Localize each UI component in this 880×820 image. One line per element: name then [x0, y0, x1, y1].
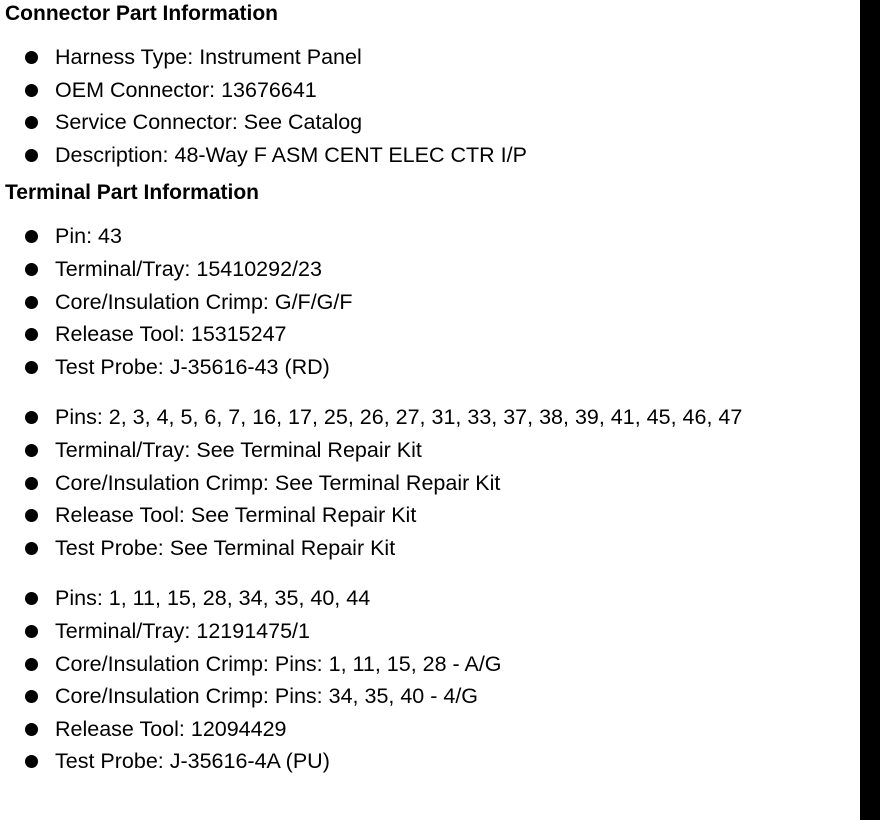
bullet-icon [25, 84, 38, 97]
document-content [5, 0, 857, 781]
bullet-icon [25, 296, 38, 309]
bullet-icon [25, 690, 38, 703]
bullet-icon [25, 51, 38, 64]
bullet-icon [25, 477, 38, 490]
bullet-icon [25, 755, 38, 768]
bullet-icon [25, 509, 38, 522]
list-item-text: Test Probe: J-35616-4A (PU) [55, 749, 330, 774]
list-item [5, 142, 857, 175]
list-item [5, 651, 857, 684]
list-item [5, 404, 857, 437]
list-item-text: Pins: 2, 3, 4, 5, 6, 7, 16, 17, 25, 26, 27, 31, 33, 37, 38, 39, 41, 45, 46, 47 [55, 405, 743, 430]
bullet-icon [25, 116, 38, 129]
list-item-text: Core/Insulation Crimp: Pins: 1, 11, 15, 28 - A/G [55, 651, 502, 676]
list-item-text: Core/Insulation Crimp: G/F/G/F [55, 289, 353, 314]
connector-part-heading: Connector Part Information [5, 2, 279, 25]
list-item [5, 321, 857, 354]
terminal-group-1 [5, 223, 857, 386]
terminal-group-3 [5, 585, 857, 781]
list-item [5, 256, 857, 289]
list-item [5, 470, 857, 503]
list-item-text: Terminal/Tray: 15410292/23 [55, 256, 322, 281]
connector-part-list [5, 44, 857, 174]
bullet-icon [25, 263, 38, 276]
list-item [5, 502, 857, 535]
list-item [5, 223, 857, 256]
list-item-text: Service Connector: See Catalog [55, 110, 363, 135]
list-item-text: Harness Type: Instrument Panel [55, 45, 362, 69]
bullet-icon [25, 149, 38, 162]
list-item-text: Pin: 43 [55, 224, 122, 249]
list-item [5, 716, 857, 749]
bullet-icon [25, 592, 38, 605]
list-item [5, 683, 857, 716]
list-item [5, 437, 857, 470]
bullet-icon [25, 230, 38, 243]
list-item-text: Core/Insulation Crimp: See Terminal Repair Kit [55, 470, 501, 495]
list-item [5, 44, 857, 77]
list-item [5, 109, 857, 142]
bullet-icon [25, 361, 38, 374]
right-edge-bar [860, 0, 880, 820]
list-item [5, 535, 857, 568]
bullet-icon [25, 411, 38, 424]
list-item-text: Pins: 1, 11, 15, 28, 34, 35, 40, 44 [55, 586, 371, 611]
list-item-text: Core/Insulation Crimp: Pins: 34, 35, 40 - 4/G [55, 684, 479, 709]
bullet-icon [25, 328, 38, 341]
list-item-text: OEM Connector: 13676641 [55, 77, 317, 102]
list-item-text: Terminal/Tray: 12191475/1 [55, 618, 310, 643]
list-item-text: Terminal/Tray: See Terminal Repair Kit [55, 437, 422, 462]
terminal-part-heading: Terminal Part Information [5, 181, 259, 205]
list-item-text: Release Tool: 12094429 [55, 716, 287, 741]
list-item [5, 77, 857, 110]
terminal-group-2 [5, 404, 857, 567]
list-item [5, 748, 857, 781]
list-item [5, 289, 857, 322]
list-item-text: Description: 48-Way F ASM CENT ELEC CTR I/P [55, 142, 527, 167]
list-item [5, 354, 857, 387]
bullet-icon [25, 723, 38, 736]
list-item [5, 618, 857, 651]
bullet-icon [25, 658, 38, 671]
bullet-icon [25, 625, 38, 638]
bullet-icon [25, 542, 38, 555]
list-item [5, 585, 857, 618]
list-item-text: Release Tool: 15315247 [55, 322, 287, 347]
bullet-icon [25, 444, 38, 457]
list-item-text: Test Probe: J-35616-43 (RD) [55, 354, 330, 379]
list-item-text: Test Probe: See Terminal Repair Kit [55, 535, 396, 560]
list-item-text: Release Tool: See Terminal Repair Kit [55, 503, 417, 528]
